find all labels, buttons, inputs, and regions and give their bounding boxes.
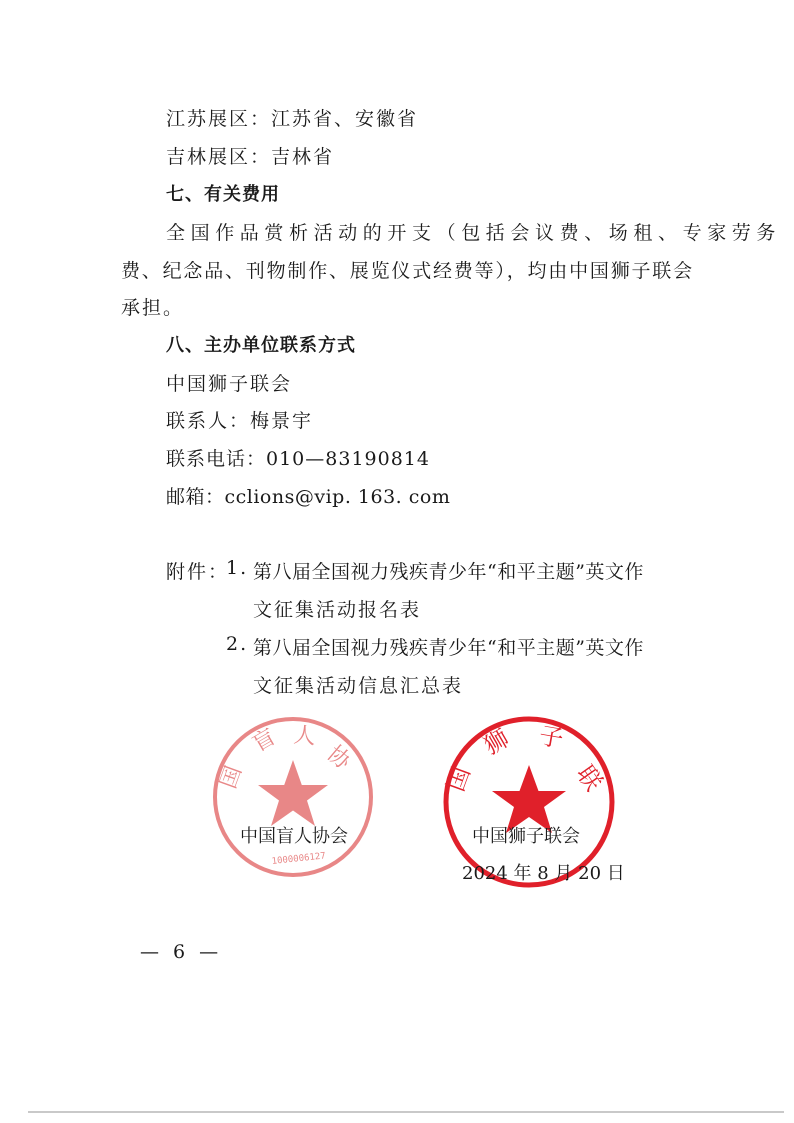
section-heading-contact: 八、主办单位联系方式 xyxy=(166,335,356,356)
attachment-2-line-1: 第八届全国视力残疾青少年“和平主题”英文作 xyxy=(253,637,644,659)
attachment-1-number: 1. xyxy=(226,557,249,579)
attachment-1-line-1: 第八届全国视力残疾青少年“和平主题”英文作 xyxy=(253,561,644,583)
seal-char-1: 国 xyxy=(441,762,476,796)
blind-association-seal xyxy=(208,712,378,882)
attachment-1-line-2: 文征集活动报名表 xyxy=(253,599,422,621)
seal-char-2: 狮 xyxy=(479,723,514,761)
seal-char-2: 盲 xyxy=(248,724,281,758)
attachments-label: 附件： xyxy=(166,561,230,583)
seal-char-3: 子 xyxy=(536,721,566,754)
seal-char-4: 协 xyxy=(322,741,356,775)
seal-char-4: 联 xyxy=(571,760,608,797)
signature-date: 2024 年 8 月 20 日 xyxy=(462,863,625,884)
contact-person: 联系人：梅景宇 xyxy=(166,410,314,432)
region-jilin: 吉林展区：吉林省 xyxy=(166,146,335,168)
contact-organization: 中国狮子联会 xyxy=(166,373,293,395)
signature-blind-association: 中国盲人协会 xyxy=(240,826,348,847)
seal-star-icon xyxy=(258,760,328,826)
fees-paragraph-line-3: 承担。 xyxy=(121,297,185,319)
fees-paragraph-line-1: 全国作品赏析活动的开支（包括会议费、场租、专家劳务 xyxy=(166,222,782,244)
seal-char-1: 国 xyxy=(216,762,248,793)
contact-email: 邮箱：cclions@vip. 163. com xyxy=(166,486,451,508)
page-number: — 6 — xyxy=(140,941,223,963)
seal-number: 1000006127 xyxy=(271,851,327,867)
fees-paragraph-line-2: 费、纪念品、刊物制作、展览仪式经费等），均由中国狮子联会 xyxy=(121,260,694,282)
signature-lions-club: 中国狮子联会 xyxy=(472,826,580,847)
contact-phone: 联系电话：010—83190814 xyxy=(166,448,430,470)
attachment-2-line-2: 文征集活动信息汇总表 xyxy=(253,675,464,697)
section-heading-fees: 七、有关费用 xyxy=(166,184,280,205)
region-jiangsu: 江苏展区：江苏省、安徽省 xyxy=(166,108,419,130)
footer-rule xyxy=(28,1111,784,1113)
attachment-2-number: 2. xyxy=(226,633,249,655)
seal-char-3: 人 xyxy=(292,723,317,750)
